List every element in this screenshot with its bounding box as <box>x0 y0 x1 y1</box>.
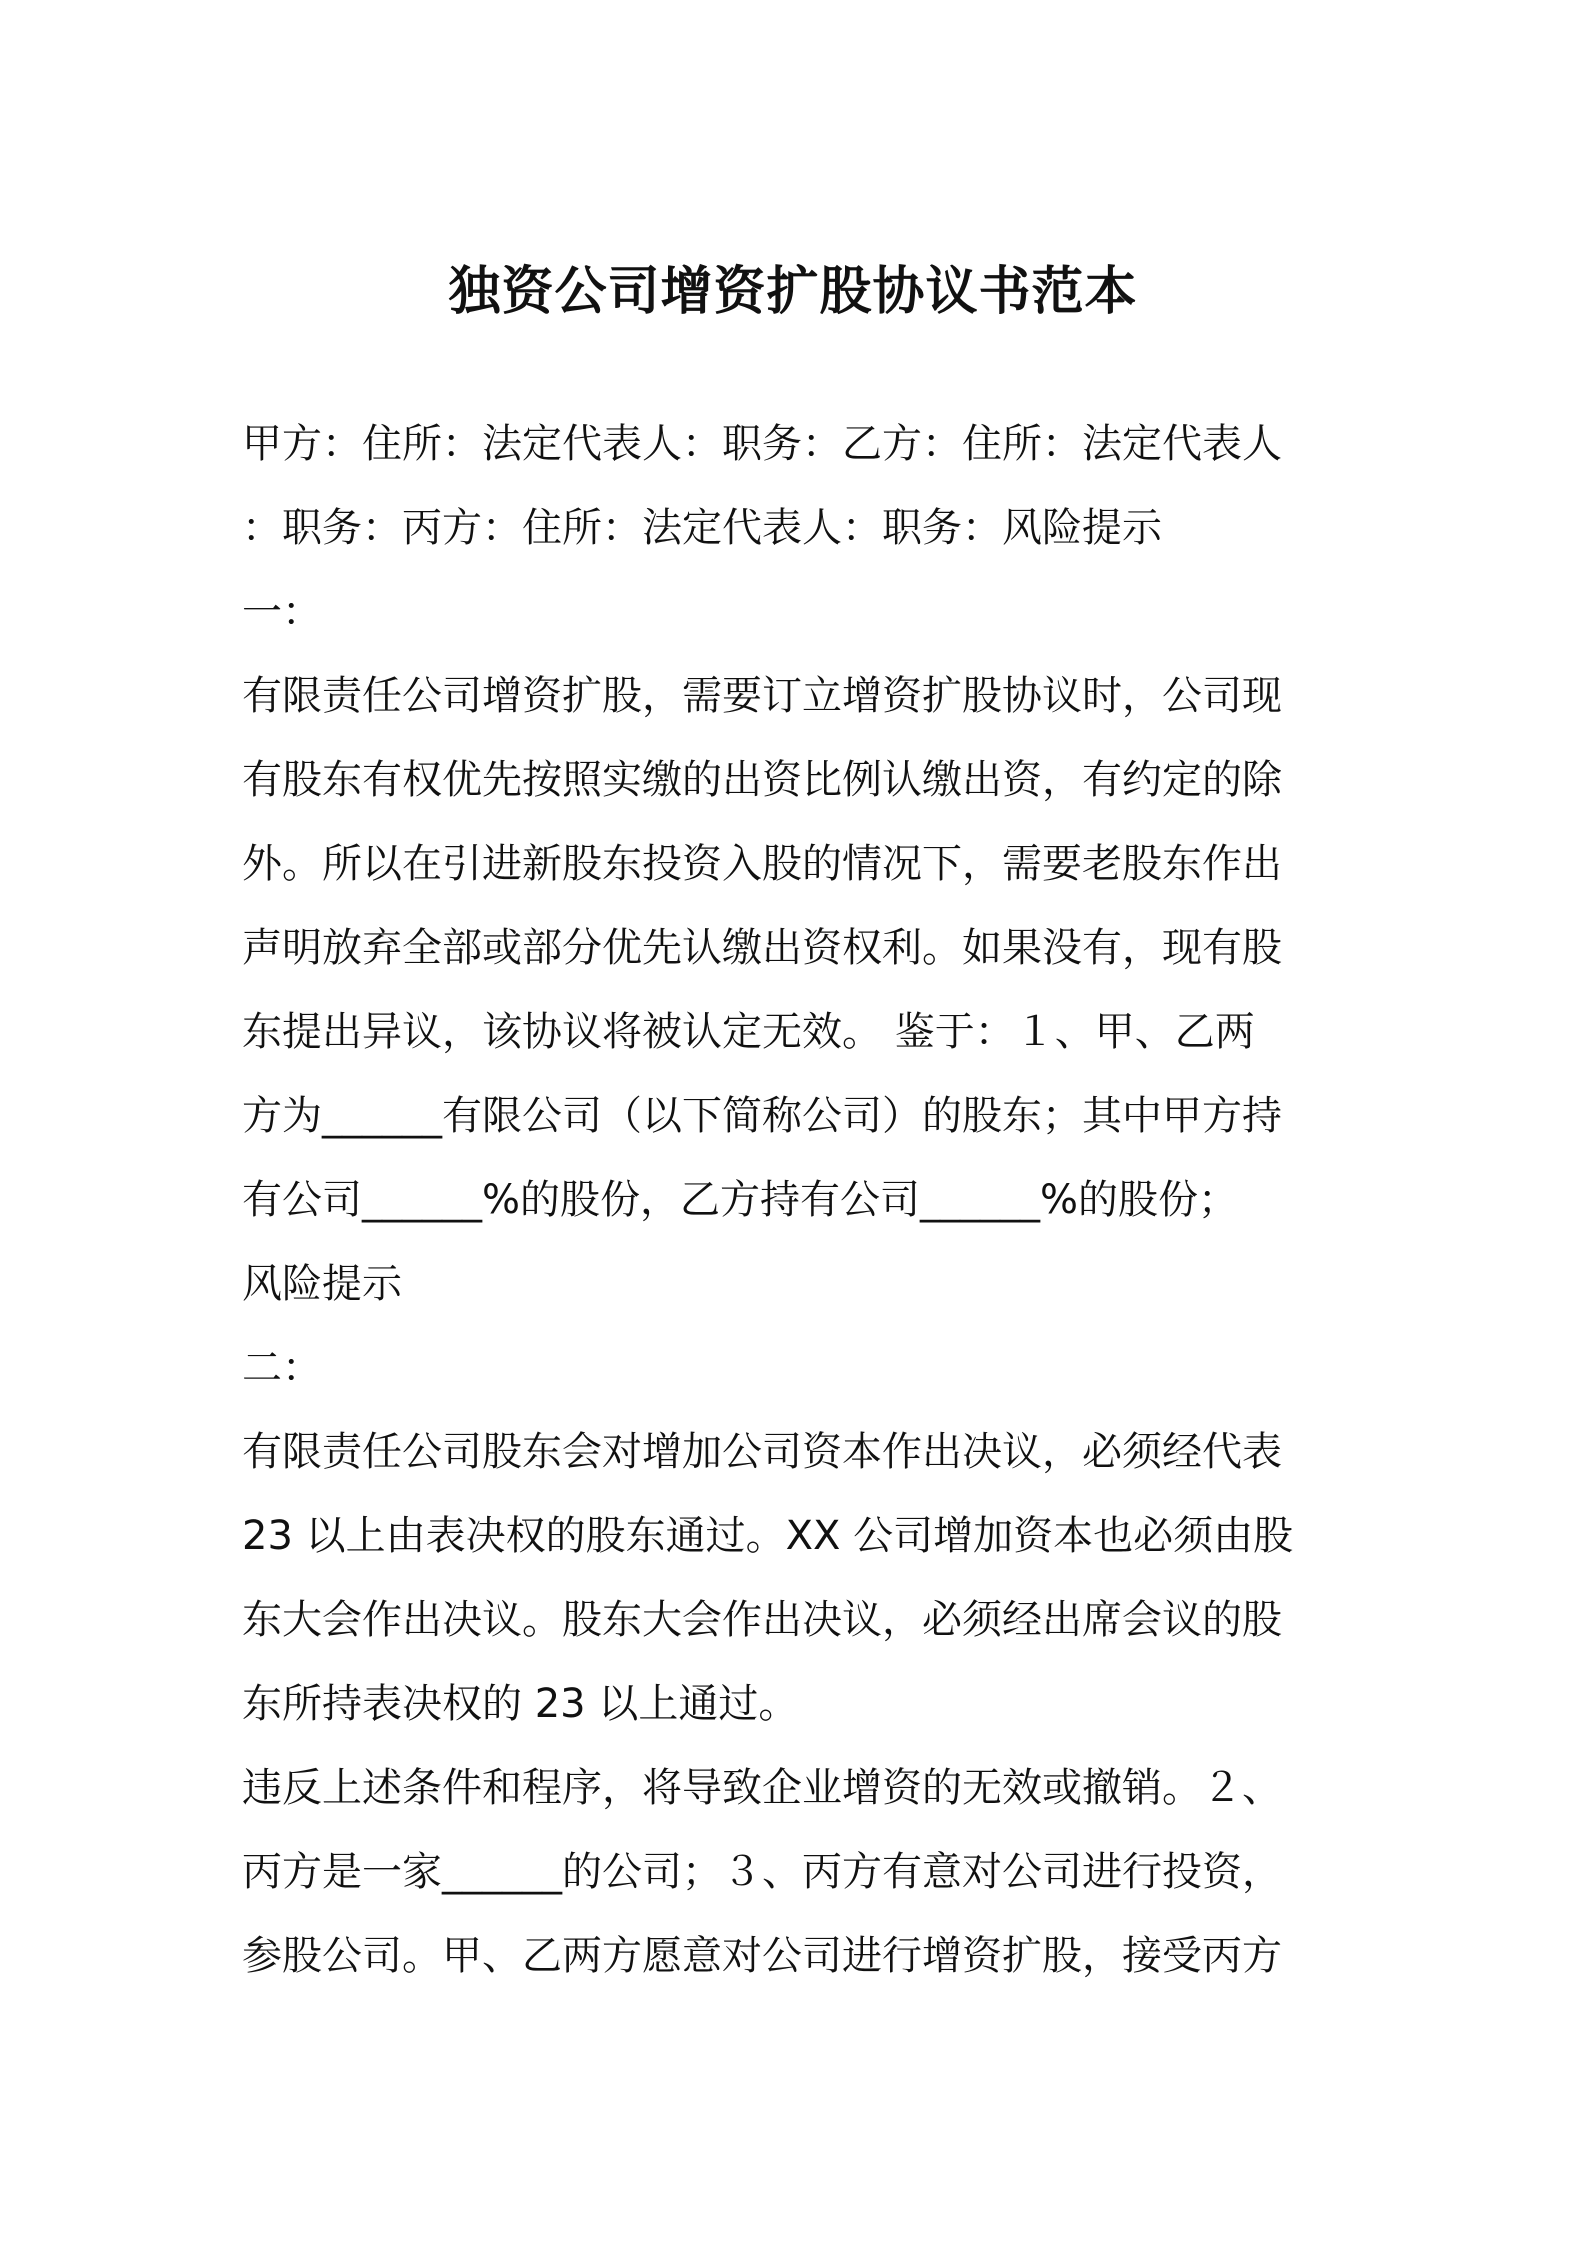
body-line: 外。所以在引进新股东投资入股的情况下，需要老股东作出 <box>242 841 1282 887</box>
body-line: 甲方：住所：法定代表人：职务：乙方：住所：法定代表人 <box>242 421 1282 467</box>
document-title: 独资公司增资扩股协议书范本 <box>448 262 1138 322</box>
body-line: 声明放弃全部或部分优先认缴出资权利。如果没有，现有股 <box>242 925 1282 971</box>
body-line: 东提出异议，该协议将被认定无效。 鉴于：１、甲、乙两 <box>242 1009 1255 1055</box>
body-line: 丙方是一家______的公司；３、丙方有意对公司进行投资， <box>242 1849 1282 1895</box>
body-line: 有公司______%的股份，乙方持有公司______%的股份； <box>242 1177 1239 1223</box>
document-body <box>242 402 1362 1998</box>
body-line: 风险提示 <box>242 1261 402 1307</box>
body-line: 有限责任公司股东会对增加公司资本作出决议，必须经代表 <box>242 1429 1282 1475</box>
body-line: 违反上述条件和程序，将导致企业增资的无效或撤销。２、 <box>242 1765 1282 1811</box>
body-line: 方为______有限公司（以下简称公司）的股东；其中甲方持 <box>242 1093 1282 1139</box>
body-line: ：职务：丙方：住所：法定代表人：职务：风险提示 <box>242 505 1162 551</box>
section-heading: 一： <box>242 589 322 635</box>
section-heading: 二： <box>242 1345 322 1391</box>
body-line: 有股东有权优先按照实缴的出资比例认缴出资，有约定的除 <box>242 757 1282 803</box>
body-line: 参股公司。甲、乙两方愿意对公司进行增资扩股，接受丙方 <box>242 1933 1282 1979</box>
body-line: 23 以上由表决权的股东通过。XX 公司增加资本也必须由股 <box>242 1513 1294 1559</box>
body-line: 东所持表决权的 23 以上通过。 <box>242 1681 799 1727</box>
body-line: 有限责任公司增资扩股，需要订立增资扩股协议时，公司现 <box>242 673 1282 719</box>
body-line: 东大会作出决议。股东大会作出决议，必须经出席会议的股 <box>242 1597 1282 1643</box>
